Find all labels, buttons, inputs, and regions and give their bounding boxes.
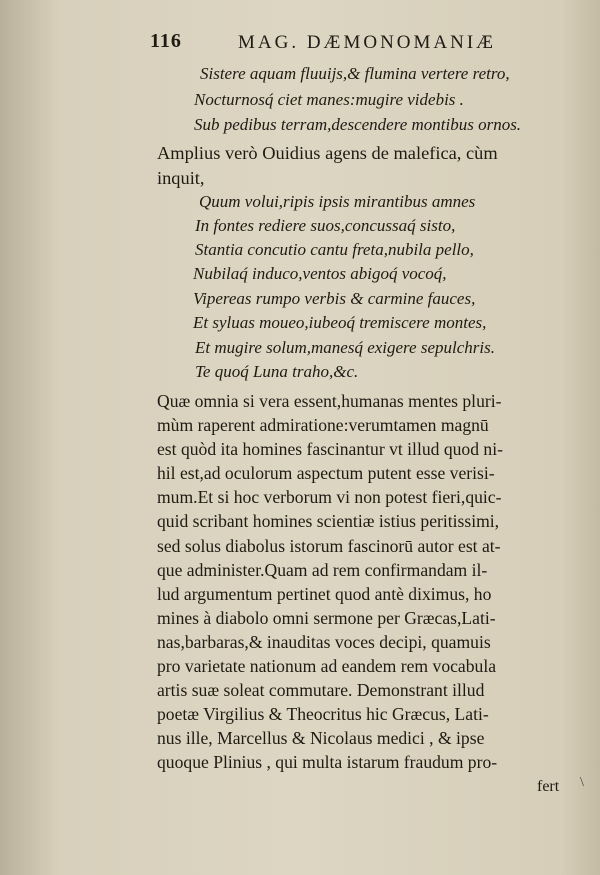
text-line: quoque Plinius , qui multa istarum fraudum pro- xyxy=(157,752,498,773)
verse-line: Stantia concutio cantu freta,nubila pello, xyxy=(195,240,474,259)
text-line: nus ille, Marcellus & Nicolaus medici , & ipse xyxy=(157,728,485,749)
main-paragraph xyxy=(157,389,571,775)
text-line: quid scribant homines scientiæ istius peritissimi, xyxy=(157,511,500,532)
text-line: Quæ omnia si vera essent,humanas mentes pluri- xyxy=(157,391,502,411)
text-line: que administer.Quam ad rem confirmandam il- xyxy=(157,559,488,580)
text-line: est quòd ita homines fascinantur vt illud quod ni- xyxy=(157,439,503,460)
text-line: mines à diabolo omni sermone per Græcas,Lati- xyxy=(157,607,496,628)
text-line: poetæ Virgilius & Theocritus hic Græcus, Lati- xyxy=(157,704,489,725)
text-line: pro varietate nationum ad eandem rem vocabula xyxy=(157,656,497,677)
text-line: inquit, xyxy=(157,168,205,188)
page-number: 116 xyxy=(150,30,182,52)
text-line: Amplius verò Ouidius agens de malefica, cùm xyxy=(157,143,498,163)
text-line: mum.Et si hoc verborum vi non potest fieri,quic- xyxy=(157,487,502,508)
verse-line: Te quoq́ Luna traho,&c. xyxy=(195,362,359,381)
verse-line: Et syluas moueo,iubeoq́ tremiscere montes, xyxy=(193,313,487,332)
intro-paragraph xyxy=(157,141,571,191)
verse-line: Nubilaq́ induco,ventos abigoq́ vocoq́, xyxy=(193,264,447,283)
running-title: MAG. DÆMONOMANIÆ xyxy=(238,32,497,53)
verse-line: Sub pedibus terram,descendere montibus ornos. xyxy=(194,115,522,134)
text-line: artis suæ soleat commutare. Demonstrant illud xyxy=(157,680,485,701)
verse-line: Sistere aquam fluuijs,& flumina vertere retro, xyxy=(200,64,510,83)
page-header xyxy=(150,30,570,56)
text-line: mùm raperent admiratione:verumtamen magnū xyxy=(157,415,489,436)
verse-line: Et mugire solum,manesq́ exigere sepulchris. xyxy=(195,338,495,357)
text-line: nas,barbaras,& inauditas voces decipi, quamuis xyxy=(157,631,491,652)
text-line: hil est,ad oculorum aspectum putent esse verisi- xyxy=(157,463,495,484)
verse-line: Quum volui,ripis ipsis mirantibus amnes xyxy=(199,192,476,211)
margin-mark: \ xyxy=(580,775,584,790)
verse-line: Vipereas rumpo verbis & carmine fauces, xyxy=(193,289,476,308)
verse-line: In fontes rediere suos,concussaq́ sisto, xyxy=(195,216,456,235)
text-line: lud argumentum pertinet quod antè diximus, ho xyxy=(157,583,492,604)
catchword: fert xyxy=(537,778,560,795)
text-line: sed solus diabolus istorum fascinorū autor est at- xyxy=(157,535,501,556)
verse-line: Nocturnosq́ ciet manes:mugire videbis . xyxy=(194,90,464,109)
